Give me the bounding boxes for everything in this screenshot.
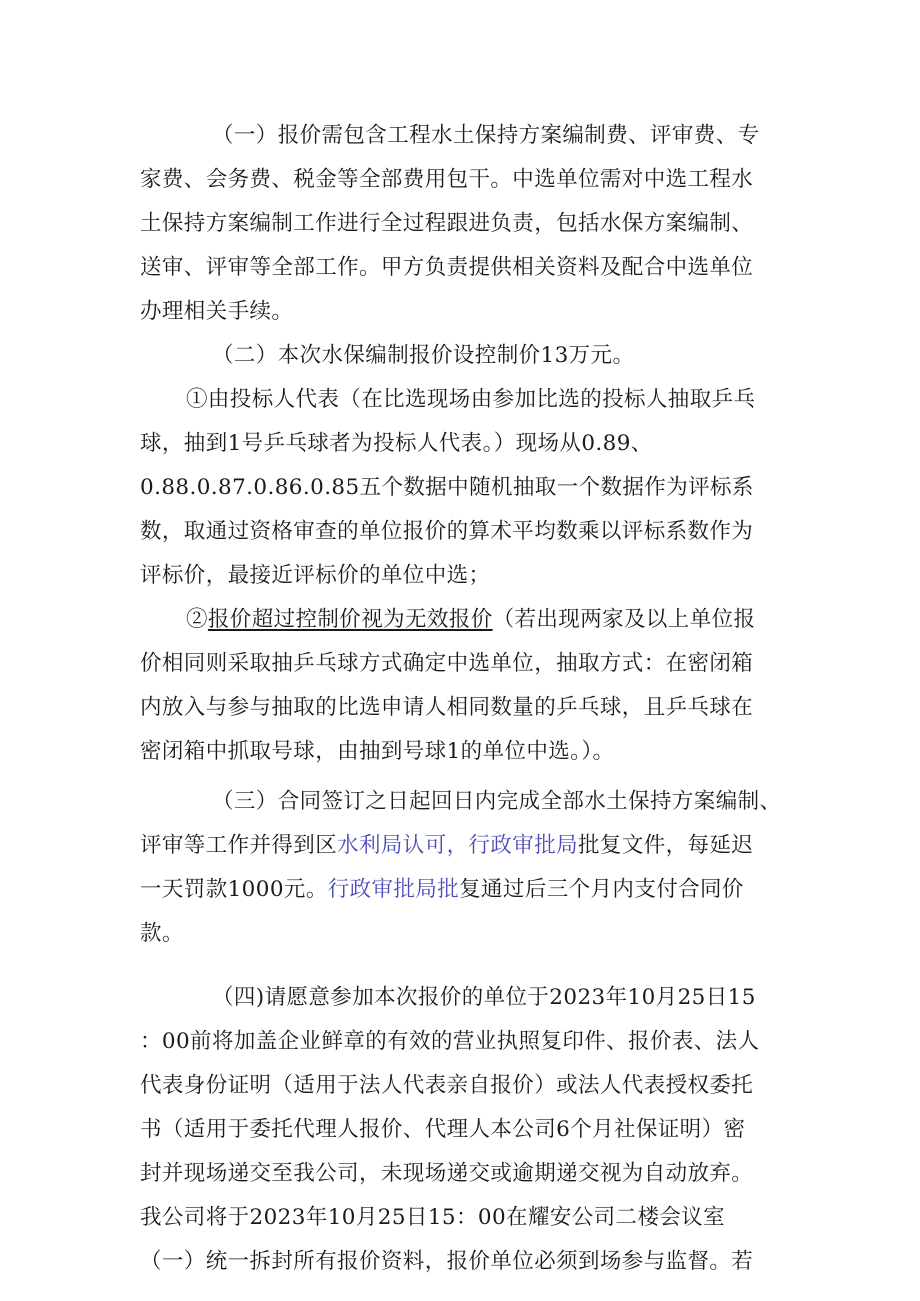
paragraph-line <box>140 824 753 868</box>
paragraph-line: 球，抽到1号乒乓球者为投标人代表。）现场从0.89、 <box>140 431 653 456</box>
line-text: 一天罚款1000元。 <box>140 877 328 902</box>
paragraph-line: 代表身份证明（适用于法人代表亲自报价）或法人代表授权委托 <box>140 1073 754 1098</box>
highlighted-text[interactable]: 行政审批局批 <box>327 877 460 902</box>
paragraph-line <box>186 598 755 642</box>
section-heading: （二）本次水保编制报价设控制价13万元。 <box>212 343 635 368</box>
paragraph-line: 内放入与参与抽取的比选申请人相同数量的乒乓球，且乒乓球在 <box>140 695 754 720</box>
paragraph-line: ：00前将加盖企业鲜章的有效的营业执照复印件、报价表、法人 <box>140 1029 760 1054</box>
paragraph-line: 价相同则采取抽乒乓球方式确定中选单位，抽取方式：在密闭箱 <box>140 651 754 676</box>
paragraph-line: ①由投标人代表（在比选现场由参加比选的投标人抽取乒乓 <box>186 387 756 412</box>
paragraph-line: 家费、会务费、税金等全部费用包干。中选单位需对中选工程水 <box>140 167 754 192</box>
paragraph-line <box>140 868 744 912</box>
paragraph-line: 土保持方案编制工作进行全过程跟进负责，包括水保方案编制、 <box>140 211 754 236</box>
paragraph-line: 评标价，最接近评标价的单位中选； <box>140 563 491 588</box>
line-text: （若出现两家及以上单位报 <box>492 607 756 632</box>
paragraph-line: 封并现场递交至我公司，未现场递交或逾期递交视为自动放弃。 <box>140 1161 754 1186</box>
list-marker: ② <box>186 607 208 632</box>
paragraph-line: （一）统一拆封所有报价资料，报价单位必须到场参与监督。若 <box>140 1249 754 1274</box>
paragraph-line: 我公司将于2023年10月25日15：00在耀安公司二楼会议室 <box>140 1205 726 1230</box>
paragraph-line: 送审、评审等全部工作。甲方负责提供相关资料及配合中选单位 <box>140 255 754 280</box>
paragraph-line: （四)请愿意参加本次报价的单位于2023年10月25日15 <box>212 985 756 1010</box>
paragraph-line: （三）合同签订之日起回日内完成全部水土保持方案编制、 <box>212 789 782 814</box>
paragraph-line: （一）报价需包含工程水土保持方案编制费、评审费、专 <box>212 123 760 148</box>
line-text: 评审等工作并得到区 <box>140 833 338 858</box>
line-text: 批复文件，每延迟 <box>578 833 754 858</box>
paragraph-line: 办理相关手续。 <box>140 299 294 324</box>
paragraph-line: 数，取通过资格审查的单位报价的算术平均数乘以评标系数作为 <box>140 519 754 544</box>
line-text: 复通过后三个月内支付合同价 <box>459 877 744 902</box>
paragraph-line: 书（适用于委托代理人报价、代理人本公司6个月社保证明）密 <box>140 1117 746 1142</box>
underlined-text: 报价超过控制价视为无效报价 <box>207 607 493 632</box>
paragraph-line: 0.88.0.87.0.86.0.85五个数据中随机抽取一个数据作为评标系 <box>140 475 754 500</box>
paragraph-line: 密闭箱中抓取号球，由抽到号球1的单位中选。）。 <box>140 739 615 764</box>
highlighted-text[interactable]: 水利局认可，行政审批局 <box>337 833 579 858</box>
paragraph-line: 款。 <box>140 921 184 946</box>
